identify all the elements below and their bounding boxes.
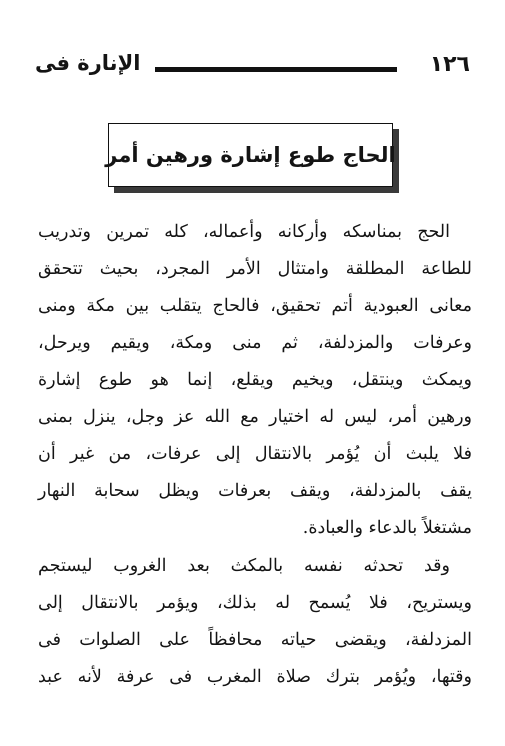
text-line: مشتغلاً بالدعاء والعبادة. xyxy=(302,518,472,538)
text-line: معانى العبودية أتم تحقيق، فالحاج يتقلب بين مكة ومنى xyxy=(38,296,472,316)
header-rule xyxy=(155,67,397,72)
paragraph-2 xyxy=(38,548,472,696)
text-line: وقد تحدثه نفسه بالمكث بعد الغروب ليستجم xyxy=(38,556,450,576)
text-line: فلا يلبث أن يُؤمر بالانتقال إلى عرفات، من غير أن xyxy=(38,444,472,464)
text-line: ويستريح، فلا يُسمح له بذلك، ويؤمر بالانتقال إلى xyxy=(38,593,472,613)
section-title-box xyxy=(105,123,396,187)
text-line: وقتها، ويُؤمر بترك صلاة المغرب فى عرفة لأنه عبد xyxy=(38,667,472,687)
text-line: المزدلفة، ويقضى حياته محافظاً على الصلوات فى xyxy=(38,630,472,650)
running-title: الإنارة فى xyxy=(35,51,141,75)
text-line: ويمكث وينتقل، ويخيم ويقلع، إنما هو طوع إشارة xyxy=(38,370,472,390)
text-line: يقف بالمزدلفة، ويقف بعرفات ويظل سحابة النهار xyxy=(38,481,472,501)
text-line: وعرفات والمزدلفة، ثم منى ومكة، ويقيم ويرحل، xyxy=(38,333,472,353)
page-header xyxy=(35,48,470,82)
paragraph-1 xyxy=(38,214,472,547)
text-line: ورهين أمر، ليس له اختيار مع الله عز وجل، ينزل بمنى xyxy=(38,407,472,427)
text-line: الحج بمناسكه وأركانه وأعماله، كله تمرين وتدريب xyxy=(38,222,450,242)
section-title: الحاج طوع إشارة ورهين أمر xyxy=(105,143,396,167)
page-number: ١٢٦ xyxy=(429,52,470,77)
text-line: للطاعة المطلقة وامتثال الأمر المجرد، بحيث تتحقق xyxy=(38,259,472,279)
